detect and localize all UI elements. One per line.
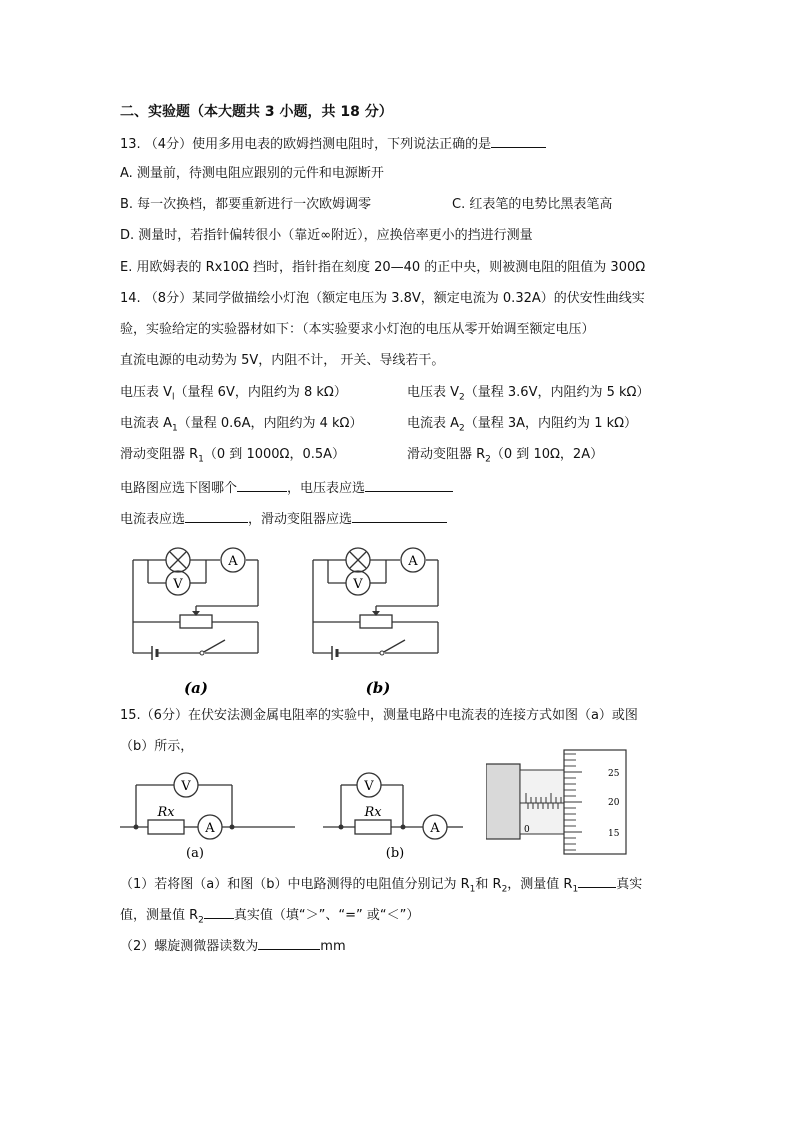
- q13-option-d: D. 测量时，若指针偏转很小（靠近∞附近），应换倍率更小的挡进行测量: [120, 228, 533, 243]
- thimble-label: 20: [608, 798, 620, 808]
- answer-blank[interactable]: [185, 509, 248, 523]
- q13-option-a: A. 测量前，待测电阻应跟别的元件和电源断开: [120, 166, 384, 181]
- ammeter-label: A: [408, 554, 418, 569]
- q14-line1: 14. （8分）某同学做描绘小灯泡（额定电压为 3.8V，额定电流为 0.32A）的伏安性曲线实: [120, 291, 645, 306]
- q14-line3: 直流电源的电动势为 5V，内阻不计， 开关、导线若干。: [120, 353, 445, 368]
- q14-ask1: 电路图应选下图哪个 ，电压表应选: [120, 478, 453, 498]
- thimble-label: 15: [608, 829, 620, 839]
- circuit-label-b: (b): [385, 846, 405, 861]
- q15-circuit-a: [120, 765, 295, 865]
- answer-blank[interactable]: [491, 134, 546, 148]
- q15-line1: 15.（6分）在伏安法测金属电阻率的实验中，测量电路中电流表的连接方式如图（a）或图: [120, 708, 638, 723]
- q15-circuit-b: [323, 765, 463, 865]
- ammeter-label: A: [430, 821, 440, 836]
- answer-blank[interactable]: [578, 874, 616, 888]
- q13-option-c: C. 红表笔的电势比黑表笔高: [452, 197, 613, 212]
- answer-blank[interactable]: [352, 509, 447, 523]
- answer-blank[interactable]: [237, 478, 287, 492]
- section-title: 二、实验题（本大题共 3 小题，共 18 分）: [120, 104, 393, 120]
- circuit-label-a: (a): [184, 679, 208, 697]
- rheostat-r1: 滑动变阻器 $R_1(0$ 到 1000Ω，0.5A）: [120, 447, 346, 465]
- voltmeter-label: V: [181, 779, 191, 794]
- thimble-label: 25: [608, 769, 620, 779]
- rheostat-r2: 滑动变阻器 $R_2(0$ 到 10Ω，2A）: [407, 447, 604, 465]
- voltmeter-label: V: [364, 779, 374, 794]
- voltmeter-label: V: [173, 577, 183, 592]
- q15-part2: （2）螺旋测微器读数为 mm: [120, 936, 346, 956]
- ammeter-a2: 电流表 $A_2$（量程 3A，内阻约为 1 kΩ）: [407, 416, 638, 434]
- q14-ask2: 电流表应选 ，滑动变阻器应选: [120, 509, 447, 529]
- answer-blank[interactable]: [365, 478, 453, 492]
- ammeter-a1: 电流表 $A_1$（量程 0.6A，内阻约为 4 kΩ）: [120, 416, 363, 434]
- rx-label: Rx: [364, 805, 382, 820]
- circuit-label-b: (b): [365, 679, 391, 697]
- rx-label: Rx: [157, 805, 175, 820]
- micrometer: [486, 748, 628, 856]
- ammeter-label: A: [205, 821, 215, 836]
- q14-line2: 验，实验给定的实验器材如下：（本实验要求小灯泡的电压从零开始调至额定电压）: [120, 322, 595, 337]
- q14-circuit-a: [128, 536, 278, 700]
- q15-line2: （b）所示，: [120, 739, 194, 754]
- q13-stem: 13. （4分）使用多用电表的欧姆挡测电阻时，下列说法正确的是: [120, 134, 546, 154]
- ammeter-label: A: [228, 554, 238, 569]
- q15-part1-line1: （1）若将图（a）和图（b）中电路测得的电阻值分别记为 $R_1$和 $R_2$，测量值 $R_1$ 真实: [120, 874, 642, 899]
- answer-blank[interactable]: [258, 936, 320, 950]
- voltmeter-v1: 电压表 $V_l$（量程 6V，内阻约为 8 kΩ）: [120, 385, 347, 403]
- voltmeter-label: V: [353, 577, 363, 592]
- q13-option-b: B. 每一次换档，都要重新进行一次欧姆调零: [120, 197, 372, 212]
- q14-circuit-b: [308, 536, 458, 700]
- circuit-label-a: (a): [186, 846, 204, 861]
- voltmeter-v2: 电压表 $V_2$（量程 3.6V，内阻约为 5 kΩ）: [407, 385, 650, 403]
- q15-part1-line2: 值，测量值 $R_2$ 真实值（填“＞”、“=” 或“＜”）: [120, 905, 419, 930]
- q13-option-e: E. 用欧姆表的 Rx10Ω 挡时，指针指在刻度 20—40 的正中央，则被测电阻的阻值为 300Ω: [120, 260, 646, 275]
- sleeve-zero: 0: [524, 825, 530, 835]
- answer-blank[interactable]: [204, 905, 234, 919]
